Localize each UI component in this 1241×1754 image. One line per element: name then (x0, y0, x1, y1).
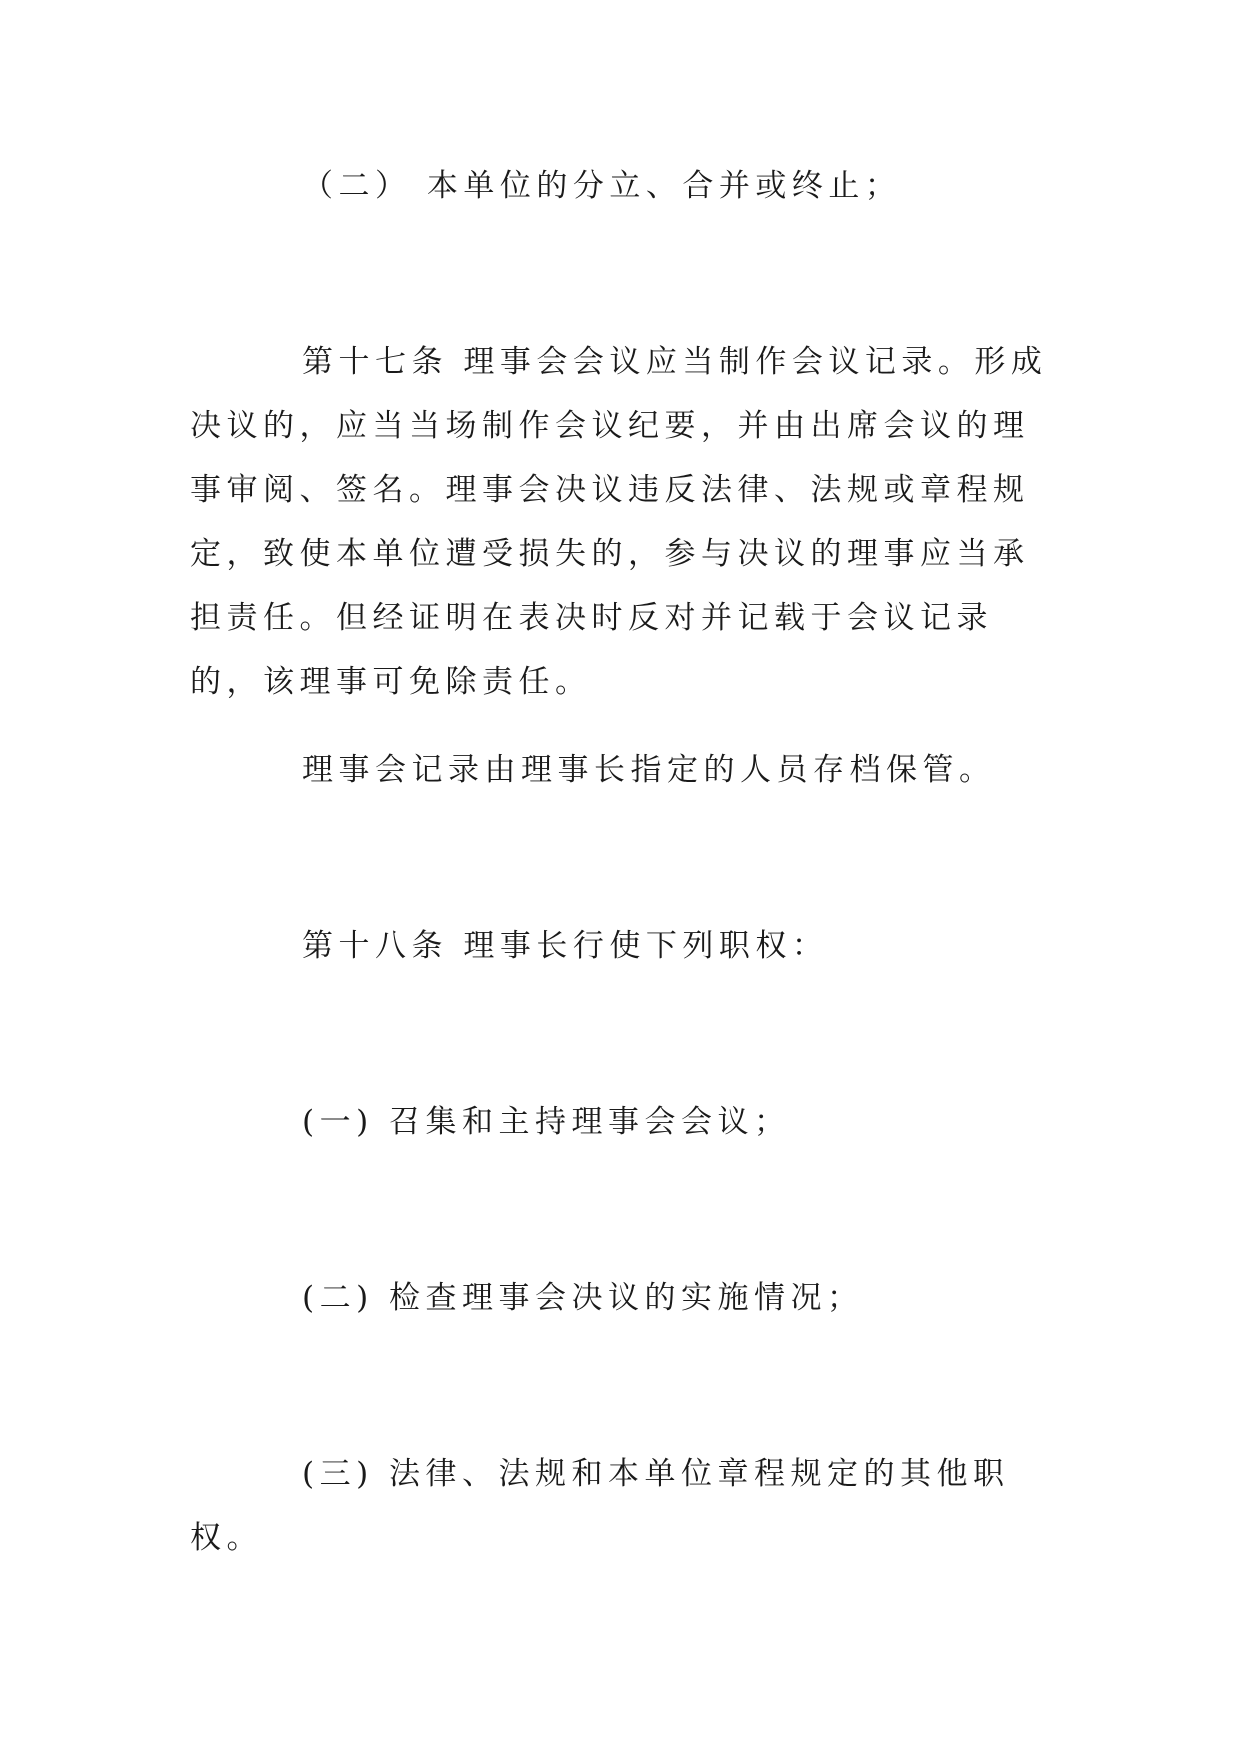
article-17-meeting-records: 第十七条 理事会会议应当制作会议记录。形成决议的，应当当场制作会议纪要，并由出席会议的理事审阅、签名。理事会决议违反法律、法规或章程规定，致使本单位遭受损失的，参与决议的理事应当承担责任。但经证明在表决时反对并记载于会议记录的，该理事可免除责任。 (190, 344, 1048, 700)
article-18-heading: 第十八条 理事长行使下列职权： (302, 928, 829, 964)
article-18-item-3: (三) 法律、法规和本单位章程规定的其他职权。 (190, 1456, 1010, 1556)
records-custody-paragraph: 理事会记录由理事长指定的人员存档保管。 (302, 752, 996, 788)
article-18-item-1: (一) 召集和主持理事会会议； (302, 1104, 791, 1140)
clause-item-2-dissolution: （二） 本单位的分立、合并或终止； (302, 168, 902, 204)
article-18-item-2: (二) 检查理事会决议的实施情况； (302, 1280, 864, 1316)
